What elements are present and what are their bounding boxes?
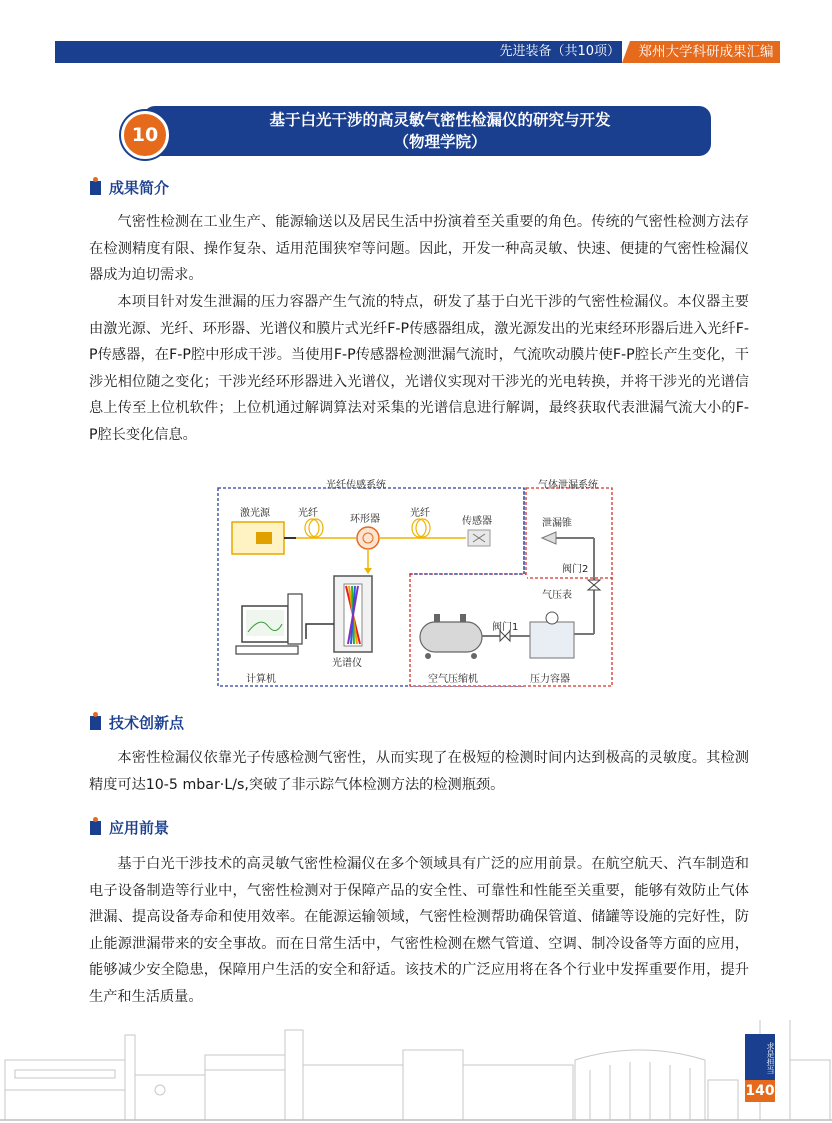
innovation-paragraph: 本密性检漏仪依靠光子传感检测气密性，从而实现了在极短的检测时间内达到极高的灵敏度。其检测精度可达10-5 mbar·L/s,突破了非示踪气体检测方法的检测瓶颈。	[89, 750, 749, 793]
header-org: 郑州大学科研成果汇编	[638, 44, 774, 60]
system-diagram	[216, 474, 614, 690]
label-sensor: 传感器	[462, 516, 492, 527]
application-paragraph: 基于白光干涉技术的高灵敏气密性检漏仪在多个领域具有广泛的应用前景。在航空航天、汽车制造和电子设备制造等行业中，气密性检测对于保障产品的安全性、可靠性和性能至关重要，能够有效防止气体泄漏、提高设备寿命和使用效率。在能源运输领域，气密性检测帮助确保管道、储罐等设施的完好性，防止能源泄漏带来的安全事故。而在日常生活中，气密性检测在燃气管道、空调、制冷设备等方面的应用，能够减少安全隐患，保障用户生活的安全和舒适。该技术的广泛应用将在各个行业中发挥重要作用，提升生产和生活质量。	[89, 856, 749, 1005]
label-gauge: 气压表	[542, 590, 572, 601]
section-marker-icon	[90, 181, 101, 195]
header-category: 先进装备（共10项）	[499, 44, 620, 59]
label-compressor: 空气压缩机	[428, 674, 478, 685]
item-number-badge: 10	[121, 111, 169, 159]
side-tab: 求是担当	[745, 1034, 775, 1080]
section-heading-text: 应用前景	[109, 819, 170, 837]
label-vessel: 压力容器	[530, 674, 570, 685]
page-number: 140	[745, 1080, 775, 1102]
label-leak-cone: 泄漏锥	[542, 518, 572, 529]
section-heading-text: 技术创新点	[109, 714, 185, 732]
section-marker-icon	[90, 716, 101, 730]
intro-paragraph-1: 气密性检测在工业生产、能源输送以及居民生活中扮演着至关重要的角色。传统的气密性检测方法存在检测精度有限、操作复杂、适用范围狭窄等问题。因此，开发一种高灵敏、快速、便捷的气密性检漏仪器成为迫切需求。	[89, 214, 749, 283]
label-laser: 激光源	[240, 508, 270, 519]
label-valve-2: 阀门2	[562, 564, 589, 575]
label-fiber-2: 光纤	[410, 508, 430, 519]
page-subtitle: （物理学院）	[393, 133, 487, 151]
label-right-system: 气体泄漏系统	[538, 480, 598, 491]
section-heading-text: 成果简介	[109, 179, 170, 197]
label-fiber-1: 光纤	[298, 508, 318, 519]
intro-paragraph-2: 本项目针对发生泄漏的压力容器产生气流的特点，研发了基于白光干涉的气密性检漏仪。本仪器主要由激光源、光纤、环形器、光谱仪和膜片式光纤F-P传感器组成，激光源发出的光束经环形器后进入光纤F-P传感器，在F-P腔中形成干涉。当使用F-P传感器检测泄漏气流时，气流吹动膜片使F-P腔长产生变化，干涉光相位随之变化；干涉光经环形器进入光谱仪，光谱仪实现对干涉光的光电转换，并将干涉光的光谱信息上传至上位机软件；上位机通过解调算法对采集的光谱信息进行解调，最终获取代表泄漏气流大小的F-P腔长变化信息。	[89, 294, 749, 443]
section-marker-icon	[90, 821, 101, 835]
label-computer: 计算机	[246, 674, 276, 685]
page-title: 基于白光干涉的高灵敏气密性检漏仪的研究与开发	[269, 111, 611, 129]
label-spectrometer: 光谱仪	[332, 658, 362, 669]
label-circulator: 环形器	[350, 514, 380, 525]
label-valve-1: 阀门1	[492, 622, 519, 633]
label-left-system: 光纤传感系统	[326, 480, 386, 491]
campus-skyline-illustration	[0, 1020, 832, 1123]
